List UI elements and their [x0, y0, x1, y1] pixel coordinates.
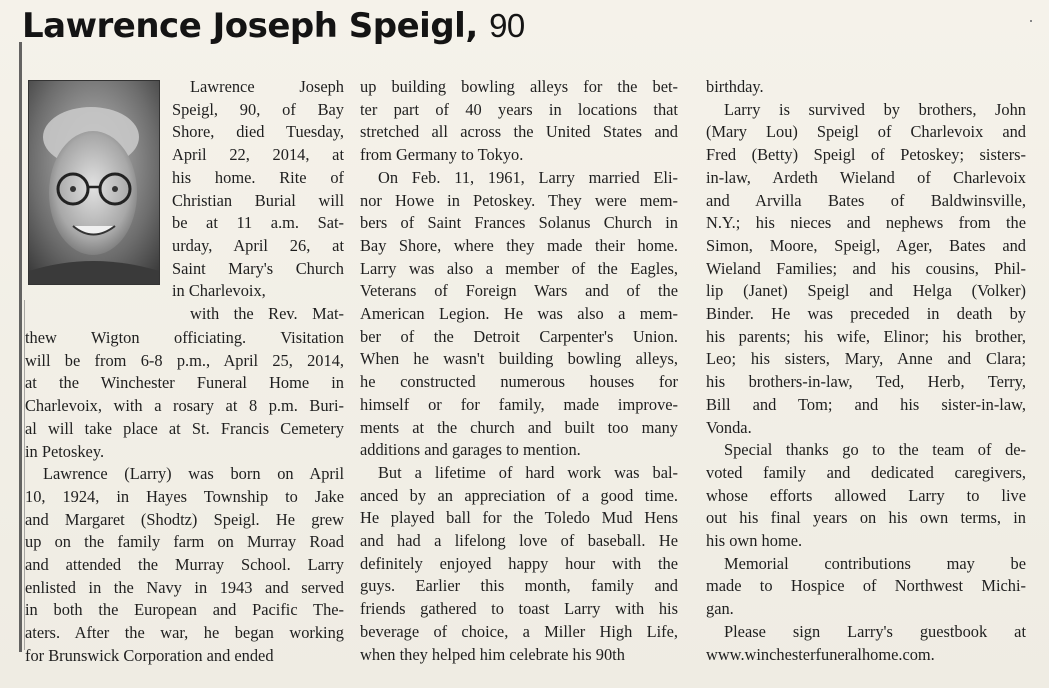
- text-line: ments at the church and built too many: [360, 417, 678, 437]
- column-1-top: [172, 76, 344, 326]
- text-line: his parents; his wife, Elinor; his brother,: [706, 326, 1026, 346]
- text-line: Larry is survived by brothers, John: [724, 99, 1026, 119]
- text-line: Lawrence (Larry) was born on April: [43, 464, 344, 484]
- text-line: Shore, died Tuesday,: [172, 122, 344, 142]
- text-line: Veterans of Foreign Wars and of the: [360, 281, 678, 301]
- text-line: when they helped him celebrate his 90th: [360, 644, 625, 664]
- text-line: in Petoskey.: [25, 441, 105, 461]
- text-line: in-law, Ardeth Wieland of Charlevoix: [706, 167, 1026, 187]
- text-line: guys. Earlier this month, family and: [360, 576, 678, 596]
- text-line: definitely enjoyed happy hour with the: [360, 553, 678, 573]
- text-line: aters. After the war, he began working: [25, 623, 344, 643]
- text-line: and had a lifelong love of baseball. He: [360, 531, 678, 551]
- text-line: April 22, 2014, at: [172, 145, 344, 165]
- text-line: He played ball for the Toledo Mud Hens: [360, 508, 678, 528]
- text-line: Vonda.: [706, 417, 752, 437]
- text-line: be at 11 a.m. Sat-: [172, 213, 344, 233]
- text-line: birthday.: [706, 77, 764, 96]
- text-line: anced by an appreciation of a good time.: [360, 485, 678, 505]
- text-line: his brothers-in-law, Ted, Herb, Terry,: [706, 372, 1026, 392]
- text-line: at the Winchester Funeral Home in: [25, 373, 344, 393]
- text-line: Lawrence Joseph: [190, 77, 344, 96]
- text-line: Leo; his sisters, Mary, Anne and Clara;: [706, 349, 1026, 369]
- obituary-headline: [22, 6, 525, 56]
- text-line: and attended the Murray School. Larry: [25, 555, 344, 575]
- text-line: al will take place at St. Francis Cemetery: [25, 418, 344, 438]
- text-line: Simon, Moore, Speigl, Ager, Bates and: [706, 235, 1026, 255]
- text-line: But a lifetime of hard work was bal-: [378, 462, 678, 482]
- text-line: ter part of 40 years in locations that: [360, 99, 678, 119]
- text-line: urday, April 26, at: [172, 235, 344, 255]
- text-line: from Germany to Tokyo.: [360, 145, 524, 165]
- column-rule: [19, 42, 22, 652]
- text-line: American Legion. He was also a mem-: [360, 304, 678, 324]
- text-line: Larry was also a member of the Eagles,: [360, 258, 678, 278]
- text-line: himself or for family, made improve-: [360, 394, 678, 414]
- text-line: in both the European and Pacific The-: [25, 600, 344, 620]
- text-line: will be from 6-8 p.m., April 25, 2014,: [25, 350, 344, 370]
- text-line: his home. Rite of: [172, 167, 344, 187]
- text-line: for Brunswick Corporation and ended: [25, 645, 274, 665]
- text-line: and Arvilla Bates of Baldwinsville,: [706, 190, 1026, 210]
- headline-name: Lawrence Joseph Speigl,: [22, 6, 478, 46]
- text-line: up on the family farm on Murray Road: [25, 532, 344, 552]
- text-line: whose efforts allowed Larry to live: [706, 485, 1026, 505]
- text-line: he constructed numerous houses for: [360, 372, 678, 392]
- text-line: N.Y.; his nieces and nephews from the: [706, 213, 1026, 233]
- text-line: Bill and Tom; and his sister-in-law,: [706, 394, 1026, 414]
- headline-age: 90: [489, 7, 525, 44]
- portrait-photo: [28, 80, 160, 285]
- text-line: made to Hospice of Northwest Michi-: [706, 576, 1026, 596]
- text-line: Saint Mary's Church: [172, 258, 344, 278]
- text-line: his own home.: [706, 531, 803, 551]
- text-line: friends gathered to toast Larry with his: [360, 599, 678, 619]
- text-line: Bay Shore, where they made their home.: [360, 235, 678, 255]
- text-line: 10, 1924, in Hayes Township to Jake: [25, 486, 344, 506]
- text-line: and Margaret (Shodtz) Speigl. He grew: [25, 509, 344, 529]
- text-line: Wieland Families; and his cousins, Phil-: [706, 258, 1026, 278]
- text-line: ber of the Detroit Carpenter's Union.: [360, 326, 678, 346]
- text-line: in Charlevoix,: [172, 281, 266, 301]
- text-line: Memorial contributions may be: [724, 553, 1026, 573]
- column-1-bottom: [25, 327, 344, 668]
- text-line: lip (Janet) Speigl and Helga (Volker): [706, 281, 1026, 301]
- print-speck: [1030, 20, 1032, 22]
- text-line: Please sign Larry's guestbook at: [724, 621, 1026, 641]
- text-line: enlisted in the Navy in 1943 and served: [25, 577, 344, 597]
- portrait-photo-icon: [29, 81, 159, 284]
- text-line: up building bowling alleys for the bet-: [360, 77, 678, 96]
- text-line: Christian Burial will: [172, 190, 344, 210]
- text-line: gan.: [706, 599, 734, 619]
- column-2: [360, 76, 678, 666]
- text-line: When he wasn't building bowling alleys,: [360, 349, 678, 369]
- text-line: (Mary Lou) Speigl of Charlevoix and: [706, 122, 1026, 142]
- text-line: thew Wigton officiating. Visitation: [25, 328, 344, 347]
- text-line: voted family and dedicated caregivers,: [706, 462, 1026, 482]
- text-line: with the Rev. Mat-: [190, 304, 344, 324]
- text-line: additions and garages to mention.: [360, 440, 581, 460]
- text-line: nor Howe in Petoskey. They were mem-: [360, 190, 678, 210]
- text-line: On Feb. 11, 1961, Larry married Eli-: [378, 167, 678, 187]
- text-line: out his final years on his own terms, in: [706, 508, 1026, 528]
- text-line: beverage of choice, a Miller High Life,: [360, 621, 678, 641]
- column-3: [706, 76, 1026, 666]
- text-line: Binder. He was preceded in death by: [706, 304, 1026, 324]
- text-line: bers of Saint Frances Solanus Church in: [360, 213, 678, 233]
- text-line: Speigl, 90, of Bay: [172, 99, 344, 119]
- text-line: stretched all across the United States and: [360, 122, 678, 142]
- text-line: Fred (Betty) Speigl of Petoskey; sisters-: [706, 145, 1026, 165]
- text-line: www.winchesterfuneralhome.com.: [706, 644, 935, 664]
- text-line: Charlevoix, with a rosary at 8 p.m. Buri-: [25, 396, 344, 416]
- text-line: Special thanks go to the team of de-: [724, 440, 1026, 460]
